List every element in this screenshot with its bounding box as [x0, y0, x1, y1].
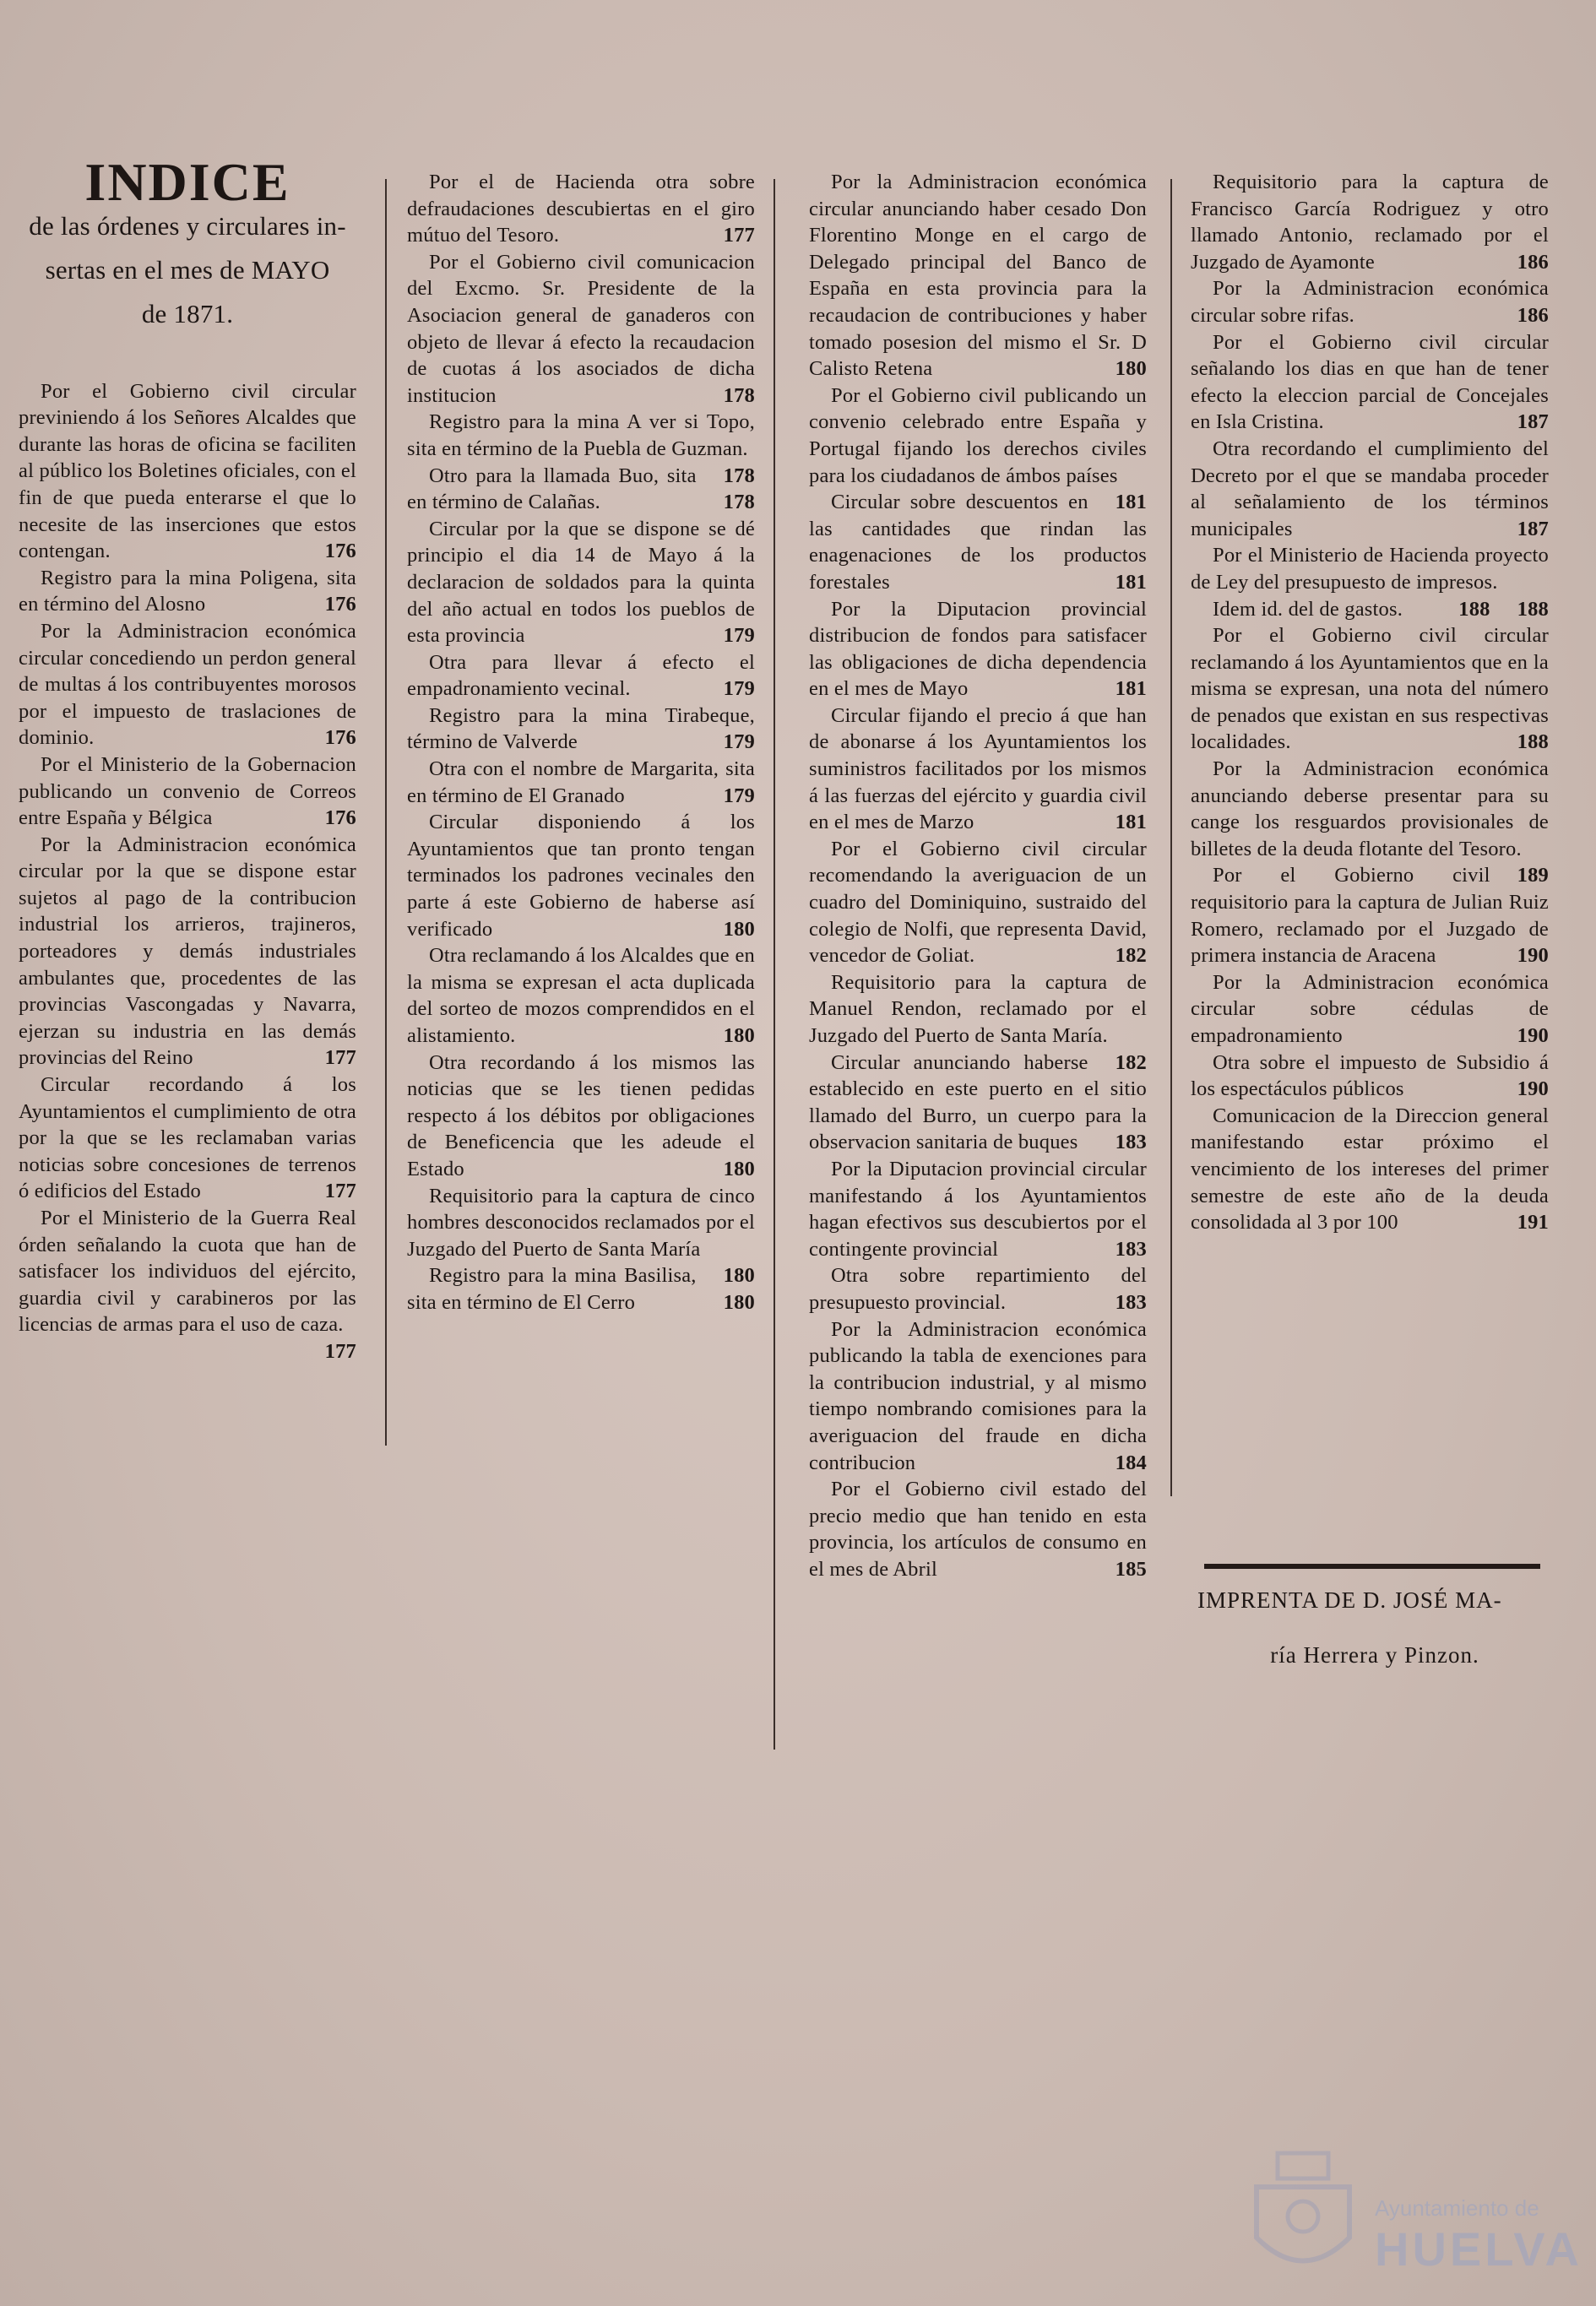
index-entry: Registro para la mina A ver si Topo, sita en término de la Puebla de Guzman. 178 [407, 410, 755, 487]
column-4 [1191, 169, 1549, 1236]
index-entry: Por el Gobierno civil requisitorio para la captura de Julian Ruiz Romero, reclamado por el Juzgado de primera instancia de Aracena 190 [1191, 864, 1549, 968]
index-title: INDICE [84, 152, 290, 212]
index-entry: Por la Administracion económica circular concediendo un perdon general de multas á los contribuyentes morosos por el impuesto de traslaciones de dominio. 176 [19, 619, 356, 750]
imprint-line-2: ría Herrera y Pinzon. [1270, 1642, 1479, 1668]
index-entry: Registro para la mina Basilisa, sita en término de El Cerro 180 [407, 1264, 755, 1314]
imprint-line-1: IMPRENTA DE D. JOSÉ MA- [1197, 1587, 1502, 1613]
index-entry: Por el Ministerio de la Gobernacion publicando un convenio de Correos entre España y Bélgica 176 [19, 752, 356, 830]
index-entry: Por la Diputacion provincial circular manifestando á los Ayuntamientos hagan efectivos sus descubiertos por el contingente provincial 183 [809, 1157, 1147, 1261]
imprint-divider [1204, 1564, 1540, 1569]
index-entry: Por la Diputacion provincial distribucion de fondos para satisfacer las obligaciones de dicha dependencia en el mes de Mayo 181 [809, 597, 1147, 701]
watermark-line-1: Ayuntamiento de [1375, 2195, 1539, 2221]
index-entry: Registro para la mina Poligena, sita en término del Alosno 176 [19, 566, 356, 616]
index-entry: Idem id. del de gastos. 188 [1213, 597, 1490, 621]
index-entry: Otra recordando el cumplimiento del Decreto por el que se mandaba proceder al señalamiento de los términos municipales 187 [1191, 437, 1549, 540]
subtitle-line: sertas en el mes de MAYO [45, 254, 330, 285]
index-entry: Otro para la llamada Buo, sita en término de Calañas. 178 [407, 464, 755, 514]
index-entry: Por la Administracion económica circular por la que se dispone estar sujetos al pago de la contribucion industrial los arrieros, trajineros, porteadores y demás industriales ambulantes que, procedentes de las provincias Vascongadas y Navarra, ejerzan su industria en las demás provincias del Reino 177 [19, 833, 356, 1070]
index-entry: Por la Administracion económica circular anunciando haber cesado Don Florentino Monge en el cargo de Delegado principal del Banco de España en esta provincia para la recaudacion de contribuciones y haber tomado posesion del mismo el Sr. D Calisto Retena 180 [809, 171, 1147, 381]
index-entry: Otra sobre el impuesto de Subsidio á los espectáculos públicos 190 [1191, 1050, 1549, 1101]
index-entry: Por el Ministerio de Hacienda proyecto de Ley del presupuesto de impresos. 188 [1191, 544, 1549, 621]
index-entry: Circular sobre descuentos en las cantidades que rindan las enagenaciones de los productos forestales 181 [809, 491, 1147, 594]
index-entry: Por el Ministerio de la Guerra Real órden señalando la cuota que han de satisfacer los individuos del ejército, guardia civil y carabineros por las licencias de armas para el uso de caza. 177 [19, 1207, 356, 1363]
index-entry: Otra recordando á los mismos las noticias que se les tienen pedidas respecto á los débitos por obligaciones de Beneficencia que les adeude el Estado 180 [407, 1050, 755, 1180]
index-entry: Circular anunciando haberse establecido en este puerto en el sitio llamado del Burro, un cuerpo para la observacion sanitaria de buques 183 [809, 1050, 1147, 1154]
index-entry: Por el Gobierno civil circular señalando los dias en que han de tener efecto la eleccion parcial de Concejales en Isla Cristina. 187 [1191, 330, 1549, 434]
subtitle-line: de 1871. [141, 298, 234, 328]
column-rule [1170, 179, 1172, 1496]
index-entry: Otra con el nombre de Margarita, sita en término de El Granado 179 [407, 757, 755, 807]
index-entry: Por el Gobierno civil publicando un convenio celebrado entre España y Portugal fijando los derechos civiles para los ciudadanos de ámbos países 181 [809, 383, 1147, 514]
index-entry: Por el Gobierno civil estado del precio medio que han tenido en esta provincia, los artículos de consumo en el mes de Abril 185 [809, 1478, 1147, 1581]
index-entry: Por el de Hacienda otra sobre defraudaciones descubiertas en el giro mútuo del Tesoro. 177 [407, 171, 755, 247]
index-entry: Registro para la mina Tirabeque, término de Valverde 179 [407, 703, 755, 754]
index-entry: Requisitorio para la captura de cinco hombres desconocidos reclamados por el Juzgado del Puerto de Santa María 180 [407, 1184, 755, 1288]
index-entry: Por la Administracion económica circular sobre cédulas de empadronamiento 190 [1191, 970, 1549, 1047]
index-entry: Comunicacion de la Direccion general manifestando estar próximo el vencimiento de los intereses del primer semestre de este año de la deuda consolidada al 3 por 100 191 [1191, 1104, 1549, 1234]
index-entry: Circular recordando á los Ayuntamientos el cumplimiento de otra por la que se les reclamaban varias noticias sobre concesiones de terrenos ó edificios del Estado 177 [19, 1073, 356, 1203]
index-entry: Otra reclamando á los Alcaldes que en la misma se expresan el acta duplicada del sorteo de mozos comprendidos en el alistamiento. 180 [407, 944, 755, 1047]
index-entry: Requisitorio para la captura de Francisco García Rodriguez y otro llamado Antonio, reclamado por el Juzgado de Ayamonte 186 [1191, 171, 1549, 274]
index-entry: Por la Administracion económica anunciando deberse presentar para su cange los resguardos provisionales de billetes de la deuda flotante del Tesoro. 189 [1191, 757, 1549, 887]
index-entry: Requisitorio para la captura de Manuel Rendon, reclamado por el Juzgado del Puerto de Santa María. 182 [809, 970, 1147, 1074]
index-subtitle [19, 204, 356, 336]
archive-watermark [1375, 2195, 1582, 2276]
coat-of-arms-icon [1240, 2136, 1366, 2288]
index-entry: Circular por la que se dispone se dé principio el dia 14 de Mayo á la declaracion de soldados para la quinta del año actual en todos los pueblos de esta provincia 179 [407, 517, 755, 648]
index-entry: Por el Gobierno civil circular previniendo á los Señores Alcaldes que durante las horas de oficina se faciliten al público los Boletines oficiales, con el fin de que pueda enterarse el que lo necesite de las inserciones que estos contengan. 176 [19, 379, 356, 563]
index-entry: Circular fijando el precio á que han de abonarse á los Ayuntamientos los suministros facilitados por los mismos á las fuerzas del ejército y guardia civil en el mes de Marzo 181 [809, 703, 1147, 834]
column-1 [19, 152, 356, 1365]
index-entry: Circular disponiendo á los Ayuntamientos que tan pronto tengan terminados los padrones vecinales den parte á este Gobierno de haberse así verificado 180 [407, 811, 755, 941]
index-entry: Por la Administracion económica publicando la tabla de exenciones para la contribucion industrial, y al mismo tiempo nombrando comisiones para la averiguacion del fraude en dicha contribucion 184 [809, 1317, 1147, 1474]
index-entry: Otra sobre repartimiento del presupuesto provincial. 183 [809, 1264, 1147, 1314]
index-entry: Por el Gobierno civil comunicacion del Excmo. Sr. Presidente de la Asociacion general de ganaderos con objeto de llevar á efecto la recaudacion de cuotas á los asociados de dicha institucion 178 [407, 250, 755, 407]
index-entry: Por el Gobierno civil circular reclamando á los Ayuntamientos que en la misma se expresan, una nota del número de penados que existan en sus respectivas localidades. 188 [1191, 624, 1549, 754]
index-entry: Por el Gobierno civil circular recomendando la averiguacion de un cuadro del Dominiquino, sustraido del colegio de Nolfi, que representa David, vencedor de Goliat. 182 [809, 837, 1147, 968]
subtitle-line: de las órdenes y circulares in- [29, 210, 346, 241]
index-entry: Otra para llevar á efecto el empadronamiento vecinal. 179 [407, 650, 755, 701]
watermark-line-2: HUELVA [1375, 2222, 1582, 2276]
column-rule [385, 179, 387, 1446]
imprint [1197, 1587, 1552, 1668]
column-3 [809, 169, 1147, 1582]
column-2 [407, 169, 755, 1316]
column-rule [774, 179, 775, 1750]
index-entry: Por la Administracion económica circular sobre rifas. 186 [1191, 277, 1549, 327]
